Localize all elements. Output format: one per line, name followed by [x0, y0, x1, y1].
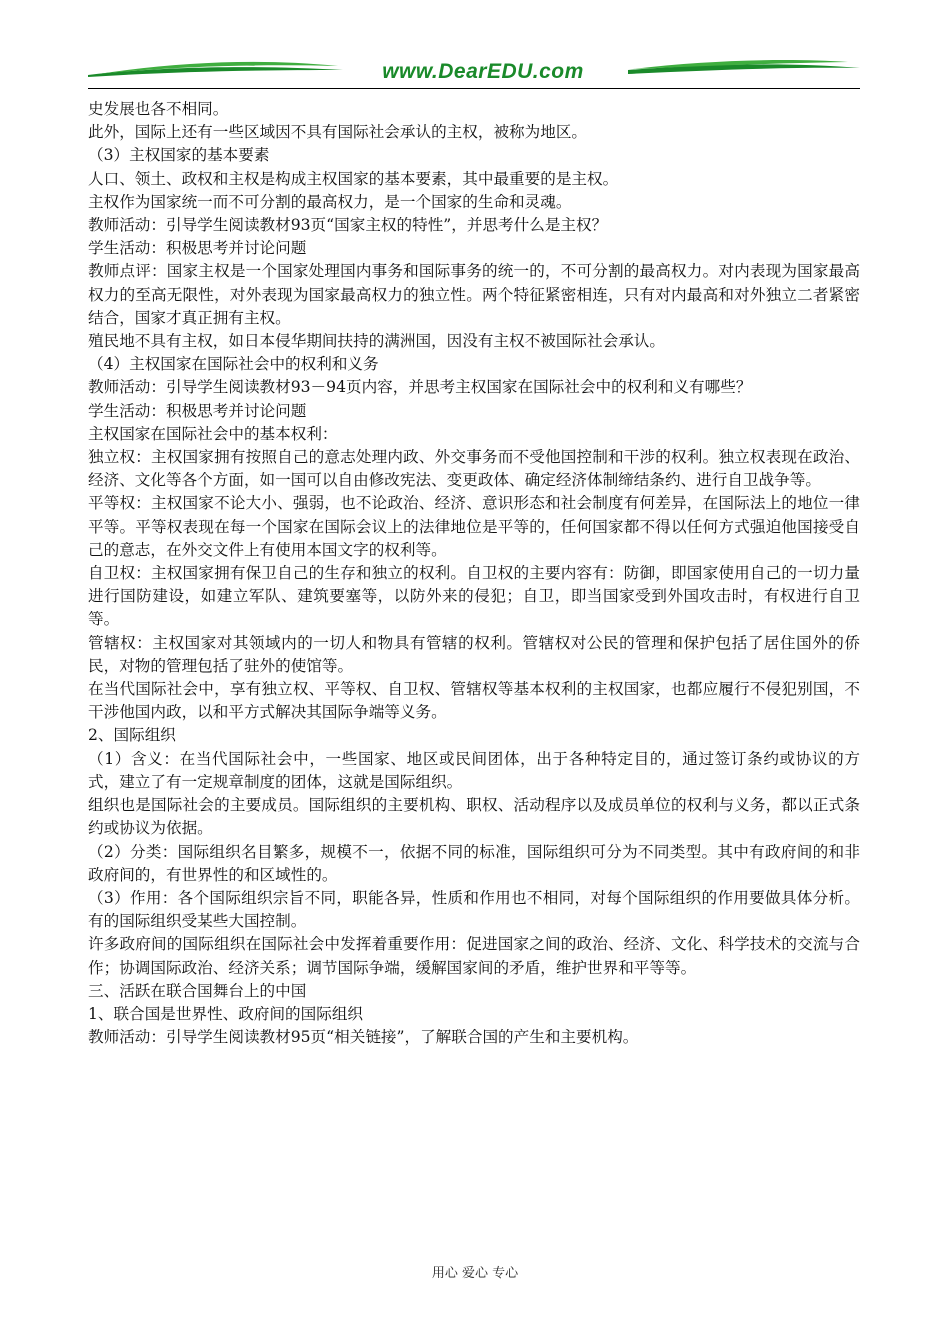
paragraph: 平等权：主权国家不论大小、强弱，也不论政治、经济、意识形态和社会制度有何差异，在国际法上的地位一律平等。平等权表现在每一个国家在国际会议上的法律地位是平等的，任何国家都不得以任何方式强迫他国接受自己的意志，在外交文件上有使用本国文字的权利等。: [88, 494, 860, 559]
page-header-logo: [88, 58, 860, 90]
paragraph: 组织也是国际社会的主要成员。国际组织的主要机构、职权、活动程序以及成员单位的权利与义务，都以正式条约或协议为依据。: [88, 796, 860, 838]
paragraph: 学生活动：积极思考并讨论问题: [88, 239, 307, 258]
paragraph: 许多政府间的国际组织在国际社会中发挥着重要作用：促进国家之间的政治、经济、文化、科学技术的交流与合作；协调国际政治、经济关系；调节国际争端，缓解国家间的矛盾，维护世界和平等等。: [88, 935, 860, 977]
section-heading: 三、活跃在联合国舞台上的中国: [88, 981, 307, 1000]
paragraph: 人口、领土、政权和主权是构成主权国家的基本要素，其中最重要的是主权。: [88, 169, 619, 188]
section-heading: （3）主权国家的基本要素: [88, 146, 270, 165]
paragraph: 殖民地不具有主权，如日本侵华期间扶持的满洲国，因没有主权不被国际社会承认。: [88, 332, 665, 351]
header-divider: [88, 88, 860, 89]
paragraph: 学生活动：积极思考并讨论问题: [88, 401, 307, 420]
section-heading: 2、国际组织: [88, 726, 176, 745]
page-footer: 用心 爱心 专心: [431, 1266, 519, 1281]
paragraph: 此外，国际上还有一些区域因不具有国际社会承认的主权，被称为地区。: [88, 123, 588, 142]
paragraph: （2）分类：国际组织名目繁多，规模不一，依据不同的标准，国际组织可分为不同类型。其中有政府间的和非政府间的，有世界性的和区域性的。: [88, 842, 860, 884]
paragraph: 教师活动：引导学生阅读教材95页“相关链接”，了解联合国的产生和主要机构。: [88, 1028, 639, 1047]
paragraph: 教师活动：引导学生阅读教材93－94页内容，并思考主权国家在国际社会中的权利和义有哪些？: [88, 378, 752, 397]
paragraph: 管辖权：主权国家对其领域内的一切人和物具有管辖的权利。管辖权对公民的管理和保护包括了居住国外的侨民，对物的管理包括了驻外的使馆等。: [88, 633, 860, 675]
section-heading: （4）主权国家在国际社会中的权利和义务: [88, 355, 379, 374]
site-url: www.DearEDU.com: [382, 60, 584, 83]
paragraph: 主权国家在国际社会中的基本权利：: [88, 424, 338, 443]
paragraph: 独立权：主权国家拥有按照自己的意志处理内政、外交事务而不受他国控制和干涉的权利。独立权表现在政治、经济、文化等各个方面，如一国可以自由修改宪法、变更政体、确定经济体制缔结条约、进行自卫战争等。: [88, 448, 860, 490]
paragraph: （3）作用：各个国际组织宗旨不同，职能各异，性质和作用也不相同，对每个国际组织的作用要做具体分析。有的国际组织受某些大国控制。: [88, 888, 860, 931]
document-body: [88, 98, 860, 1049]
section-heading: 1、联合国是世界性、政府间的国际组织: [88, 1004, 364, 1023]
paragraph: （1）含义：在当代国际社会中，一些国家、地区或民间团体，出于各种特定目的，通过签订条约或协议的方式，建立了有一定规章制度的团体，这就是国际组织。: [88, 749, 860, 791]
paragraph: 自卫权：主权国家拥有保卫自己的生存和独立的权利。自卫权的主要内容有：防御，即国家使用自己的一切力量进行国防建设，如建立军队、建筑要塞等，以防外来的侵犯；自卫，即当国家受到外国攻击时，有权进行自卫等。: [88, 564, 860, 629]
paragraph: 主权作为国家统一而不可分割的最高权力，是一个国家的生命和灵魂。: [88, 192, 572, 211]
paragraph: 在当代国际社会中，享有独立权、平等权、自卫权、管辖权等基本权利的主权国家，也都应履行不侵犯别国，不干涉他国内政，以和平方式解决其国际争端等义务。: [88, 680, 860, 722]
paragraph: 教师活动：引导学生阅读教材93页“国家主权的特性”，并思考什么是主权？: [88, 216, 608, 235]
paragraph: 史发展也各不相同。: [88, 100, 229, 118]
paragraph: 教师点评：国家主权是一个国家处理国内事务和国际事务的统一的，不可分割的最高权力。对内表现为国家最高权力的至高无限性，对外表现为国家最高权力的独立性。两个特征紧密相连，只有对内最高和对外独立二者紧密结合，国家才真正拥有主权。: [88, 262, 860, 327]
